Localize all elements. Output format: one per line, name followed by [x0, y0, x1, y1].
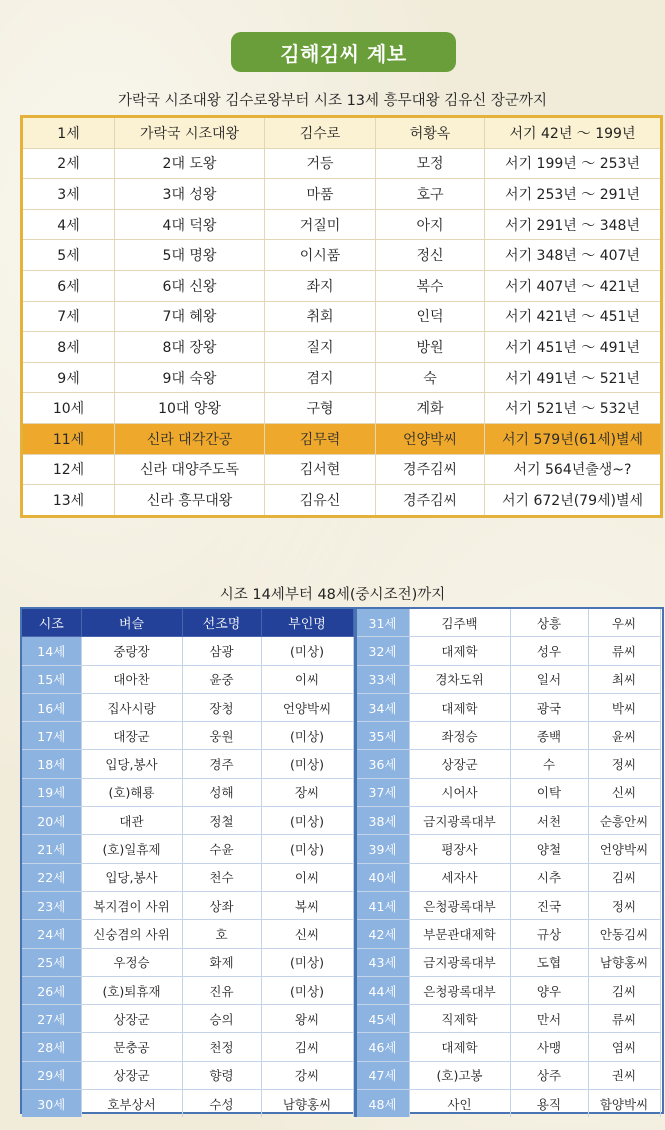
table-cell: 모정: [376, 148, 485, 179]
table-row: [22, 1005, 353, 1033]
generation-cell: 37세: [355, 778, 409, 806]
generation-cell: 29세: [22, 1061, 81, 1089]
table-cell: 대제학: [409, 1033, 510, 1061]
table-cell: 호부상서: [81, 1090, 182, 1118]
table-cell: 종백: [510, 722, 588, 750]
table-cell: 수성: [182, 1090, 261, 1118]
table-cell: 서기 199년 ～ 253년: [485, 148, 662, 179]
generation-cell: 14세: [22, 637, 81, 665]
table-cell: 2대 도왕: [115, 148, 265, 179]
generation-cell: 25세: [22, 948, 81, 976]
table-cell: 양우: [510, 976, 588, 1004]
table-cell: 정씨: [588, 750, 660, 778]
table-cell: 입당,봉사: [81, 750, 182, 778]
generation-cell: 27세: [22, 1005, 81, 1033]
table-cell: 서기 672년(79세)별세: [485, 485, 662, 517]
table-cell: 금지광록대부: [409, 807, 510, 835]
table-cell: 12세: [22, 454, 115, 485]
table-cell: 이씨: [261, 665, 353, 693]
table-cell: (호)퇴휴재: [81, 976, 182, 1004]
table-row: [22, 485, 662, 517]
generation-cell: 32세: [355, 637, 409, 665]
table-cell: 10대 양왕: [115, 393, 265, 424]
table-row: [22, 1090, 353, 1118]
table-cell: 9대 숙왕: [115, 362, 265, 393]
table-cell: 김서현: [265, 454, 376, 485]
generation-cell: 35세: [355, 722, 409, 750]
table-cell: 허황옥: [376, 117, 485, 149]
table-cell: 문충공: [81, 1033, 182, 1061]
table-cell: (미상): [261, 976, 353, 1004]
table-cell: 정신: [376, 240, 485, 271]
table-cell: 집사시랑: [81, 693, 182, 721]
table-cell: 대관: [81, 807, 182, 835]
table-cell: (호)고봉: [409, 1061, 510, 1089]
table-row: [355, 807, 660, 835]
table-cell: 2세: [22, 148, 115, 179]
table-row: [22, 301, 662, 332]
table-cell: 용직: [510, 1090, 588, 1118]
table-cell: 광국: [510, 693, 588, 721]
generation-cell: 47세: [355, 1061, 409, 1089]
table-cell: 강씨: [261, 1061, 353, 1089]
table-cell: 규상: [510, 920, 588, 948]
table-row: [22, 891, 353, 919]
table-cell: 웅원: [182, 722, 261, 750]
table-cell: 남향홍씨: [588, 948, 660, 976]
table-cell: 박씨: [588, 693, 660, 721]
table-cell: 성해: [182, 778, 261, 806]
generation-cell: 31세: [355, 609, 409, 637]
table-cell: 숙: [376, 362, 485, 393]
table-cell: 사인: [409, 1090, 510, 1118]
generation-cell: 18세: [22, 750, 81, 778]
table-cell: 서기 421년 ～ 451년: [485, 301, 662, 332]
table-cell: 호구: [376, 179, 485, 210]
table-cell: 6대 신왕: [115, 270, 265, 301]
generation-cell: 15세: [22, 665, 81, 693]
table-row: [355, 722, 660, 750]
table-row: [355, 835, 660, 863]
table-row: [22, 637, 353, 665]
table-cell: 도협: [510, 948, 588, 976]
table-cell: 최씨: [588, 665, 660, 693]
table-cell: 1세: [22, 117, 115, 149]
table-cell: 10세: [22, 393, 115, 424]
table-cell: 우정승: [81, 948, 182, 976]
genealogy-table-2-right: [354, 609, 661, 1117]
table-cell: 서기 291년 ～ 348년: [485, 209, 662, 240]
table-cell: 상장군: [81, 1005, 182, 1033]
table-cell: 이씨: [261, 863, 353, 891]
table-row: [22, 693, 353, 721]
table-row: [22, 835, 353, 863]
table-cell: 서기 42년 ～ 199년: [485, 117, 662, 149]
table-cell: 대제학: [409, 637, 510, 665]
table-cell: 우씨: [588, 609, 660, 637]
generation-cell: 45세: [355, 1005, 409, 1033]
table-cell: 언양박씨: [376, 423, 485, 454]
table-row: [22, 665, 353, 693]
table-row: [22, 454, 662, 485]
genealogy-table-2: [20, 607, 664, 1114]
table-cell: 서기 521년 ～ 532년: [485, 393, 662, 424]
table-cell: 복씨: [261, 891, 353, 919]
table-row: [22, 920, 353, 948]
table-cell: 신씨: [261, 920, 353, 948]
generation-cell: 19세: [22, 778, 81, 806]
table-cell: 대장군: [81, 722, 182, 750]
table-cell: 안동김씨: [588, 920, 660, 948]
table-cell: 6세: [22, 270, 115, 301]
generation-cell: 16세: [22, 693, 81, 721]
table-row: [22, 209, 662, 240]
table-row: [355, 1033, 660, 1061]
table-cell: 직제학: [409, 1005, 510, 1033]
table-cell: 은청광록대부: [409, 891, 510, 919]
generation-cell: 23세: [22, 891, 81, 919]
table-cell: 천수: [182, 863, 261, 891]
generation-cell: 42세: [355, 920, 409, 948]
table-cell: 만서: [510, 1005, 588, 1033]
table-cell: 좌지: [265, 270, 376, 301]
table-row: [355, 665, 660, 693]
table-row: [355, 609, 660, 637]
table-row: [22, 750, 353, 778]
table-cell: 13세: [22, 485, 115, 517]
table-row: [355, 891, 660, 919]
table-cell: 신숭겸의 사위: [81, 920, 182, 948]
column-header: 시조: [22, 609, 81, 637]
table-cell: (호)해룡: [81, 778, 182, 806]
table-cell: 정씨: [588, 891, 660, 919]
table-cell: 경주김씨: [376, 485, 485, 517]
table-cell: 5대 명왕: [115, 240, 265, 271]
table-cell: 3세: [22, 179, 115, 210]
generation-cell: 21세: [22, 835, 81, 863]
table-cell: 경주김씨: [376, 454, 485, 485]
table-cell: 상주: [510, 1061, 588, 1089]
table-cell: 김무력: [265, 423, 376, 454]
table-row: [22, 976, 353, 1004]
table-cell: 시추: [510, 863, 588, 891]
table-cell: 복지겸이 사위: [81, 891, 182, 919]
table-cell: 경차도위: [409, 665, 510, 693]
table-cell: 7세: [22, 301, 115, 332]
table-row: [22, 117, 662, 149]
table-cell: 4대 덕왕: [115, 209, 265, 240]
table-cell: (미상): [261, 807, 353, 835]
table-row: [355, 750, 660, 778]
table-cell: 9세: [22, 362, 115, 393]
table-cell: 세자사: [409, 863, 510, 891]
table-row: [22, 807, 353, 835]
table-cell: (미상): [261, 637, 353, 665]
generation-cell: 39세: [355, 835, 409, 863]
table-cell: 가락국 시조대왕: [115, 117, 265, 149]
genealogy-table-2-left: [22, 609, 354, 1117]
table-cell: 7대 혜왕: [115, 301, 265, 332]
table-cell: 양철: [510, 835, 588, 863]
table-cell: 상흥: [510, 609, 588, 637]
table-cell: 염씨: [588, 1033, 660, 1061]
table-cell: 신라 대양주도독: [115, 454, 265, 485]
table-cell: 신씨: [588, 778, 660, 806]
table-cell: 8대 장왕: [115, 332, 265, 363]
table-row: [22, 240, 662, 271]
table-cell: (미상): [261, 948, 353, 976]
table-cell: 윤중: [182, 665, 261, 693]
table-cell: 성우: [510, 637, 588, 665]
generation-cell: 17세: [22, 722, 81, 750]
table-cell: 진유: [182, 976, 261, 1004]
table-cell: 언양박씨: [588, 835, 660, 863]
table-cell: 사맹: [510, 1033, 588, 1061]
generation-cell: 44세: [355, 976, 409, 1004]
table-cell: 김수로: [265, 117, 376, 149]
table-row: [22, 148, 662, 179]
table-row: [22, 393, 662, 424]
table-row: [355, 693, 660, 721]
table-cell: 시어사: [409, 778, 510, 806]
table-cell: 8세: [22, 332, 115, 363]
table-cell: 은청광록대부: [409, 976, 510, 1004]
generation-cell: 41세: [355, 891, 409, 919]
table-cell: 김유신: [265, 485, 376, 517]
table-row: [22, 332, 662, 363]
table-row: [355, 637, 660, 665]
genealogy-table-1: [20, 115, 663, 518]
generation-cell: 48세: [355, 1090, 409, 1118]
generation-cell: 40세: [355, 863, 409, 891]
table-cell: 겸지: [265, 362, 376, 393]
table-cell: 남향홍씨: [261, 1090, 353, 1118]
table-cell: 대아찬: [81, 665, 182, 693]
section2-subtitle: 시조 14세부터 48세(중시조전)까지: [219, 587, 446, 603]
table-cell: 입당,봉사: [81, 863, 182, 891]
table-cell: 권씨: [588, 1061, 660, 1089]
table-cell: 구형: [265, 393, 376, 424]
table-cell: 계화: [376, 393, 485, 424]
column-header: 벼슬: [81, 609, 182, 637]
table-cell: 함양박씨: [588, 1090, 660, 1118]
table-cell: 거등: [265, 148, 376, 179]
generation-cell: 28세: [22, 1033, 81, 1061]
table-cell: 마품: [265, 179, 376, 210]
table-cell: 호: [182, 920, 261, 948]
generation-cell: 24세: [22, 920, 81, 948]
table-row: [22, 948, 353, 976]
table-cell: 서기 348년 ～ 407년: [485, 240, 662, 271]
table-cell: 부문관대제학: [409, 920, 510, 948]
table-row: [355, 1090, 660, 1118]
table-cell: 상장군: [81, 1061, 182, 1089]
generation-cell: 33세: [355, 665, 409, 693]
table-row: [355, 1061, 660, 1089]
table-cell: 정철: [182, 807, 261, 835]
table-row: [355, 948, 660, 976]
table-cell: 이시품: [265, 240, 376, 271]
table-cell: 복수: [376, 270, 485, 301]
table-cell: 대제학: [409, 693, 510, 721]
table-cell: 평장사: [409, 835, 510, 863]
table-cell: 윤씨: [588, 722, 660, 750]
table-cell: 류씨: [588, 1005, 660, 1033]
table-cell: 천정: [182, 1033, 261, 1061]
table-cell: 질지: [265, 332, 376, 363]
table-cell: 방원: [376, 332, 485, 363]
table-cell: (미상): [261, 835, 353, 863]
generation-cell: 36세: [355, 750, 409, 778]
table-cell: 인덕: [376, 301, 485, 332]
table-cell: 서천: [510, 807, 588, 835]
generation-cell: 38세: [355, 807, 409, 835]
table-cell: 상좌: [182, 891, 261, 919]
table-row: [22, 722, 353, 750]
table-cell: 경주: [182, 750, 261, 778]
table-cell: (미상): [261, 722, 353, 750]
table-cell: 류씨: [588, 637, 660, 665]
table-cell: 김씨: [588, 863, 660, 891]
table-cell: 거질미: [265, 209, 376, 240]
table-cell: 순흥안씨: [588, 807, 660, 835]
table-row: [22, 1061, 353, 1089]
table-cell: 김주백: [409, 609, 510, 637]
table-row: [355, 778, 660, 806]
table-row: [355, 863, 660, 891]
table-cell: 취회: [265, 301, 376, 332]
table-cell: 수: [510, 750, 588, 778]
table-cell: 3대 성왕: [115, 179, 265, 210]
generation-cell: 34세: [355, 693, 409, 721]
column-header: 부인명: [261, 609, 353, 637]
table-cell: 신라 대각간공: [115, 423, 265, 454]
table-row: [22, 863, 353, 891]
table-cell: 서기 451년 ～ 491년: [485, 332, 662, 363]
table-row: [22, 423, 662, 454]
table-cell: (미상): [261, 750, 353, 778]
table-cell: 삼광: [182, 637, 261, 665]
table-cell: 서기 564년출생~?: [485, 454, 662, 485]
table-cell: 금지광록대부: [409, 948, 510, 976]
generation-cell: 26세: [22, 976, 81, 1004]
table-cell: 서기 579년(61세)별세: [485, 423, 662, 454]
table-cell: 수윤: [182, 835, 261, 863]
table-cell: 왕씨: [261, 1005, 353, 1033]
table-cell: 4세: [22, 209, 115, 240]
table-cell: 좌정승: [409, 722, 510, 750]
table-cell: 중랑장: [81, 637, 182, 665]
table-row: [355, 976, 660, 1004]
table-row: [22, 778, 353, 806]
table-cell: 승의: [182, 1005, 261, 1033]
table-cell: 화제: [182, 948, 261, 976]
table-cell: 서기 491년 ～ 521년: [485, 362, 662, 393]
table-cell: 김씨: [261, 1033, 353, 1061]
table-cell: 진국: [510, 891, 588, 919]
table-cell: 언양박씨: [261, 693, 353, 721]
table-row: [22, 1033, 353, 1061]
table-cell: 향령: [182, 1061, 261, 1089]
table-cell: 5세: [22, 240, 115, 271]
table-row: [355, 920, 660, 948]
generation-cell: 30세: [22, 1090, 81, 1118]
generation-cell: 20세: [22, 807, 81, 835]
table-cell: 신라 흥무대왕: [115, 485, 265, 517]
table-cell: 장씨: [261, 778, 353, 806]
table-cell: 서기 407년 ～ 421년: [485, 270, 662, 301]
generation-cell: 46세: [355, 1033, 409, 1061]
generation-cell: 22세: [22, 863, 81, 891]
table-cell: 11세: [22, 423, 115, 454]
table-row: [22, 179, 662, 210]
table-row: [22, 270, 662, 301]
table-row: [22, 362, 662, 393]
table-header-row: [22, 609, 353, 637]
table-cell: 김씨: [588, 976, 660, 1004]
section1-subtitle: 가락국 시조대왕 김수로왕부터 시조 13세 흥무대왕 김유신 장군까지: [118, 93, 547, 109]
table-row: [355, 1005, 660, 1033]
table-cell: 아지: [376, 209, 485, 240]
page-title: 김해김씨 계보: [231, 32, 456, 72]
column-header: 선조명: [182, 609, 261, 637]
table-cell: 상장군: [409, 750, 510, 778]
table-cell: (호)일휴제: [81, 835, 182, 863]
generation-cell: 43세: [355, 948, 409, 976]
table-cell: 장청: [182, 693, 261, 721]
table-cell: 이탁: [510, 778, 588, 806]
table-cell: 일서: [510, 665, 588, 693]
table-cell: 서기 253년 ～ 291년: [485, 179, 662, 210]
